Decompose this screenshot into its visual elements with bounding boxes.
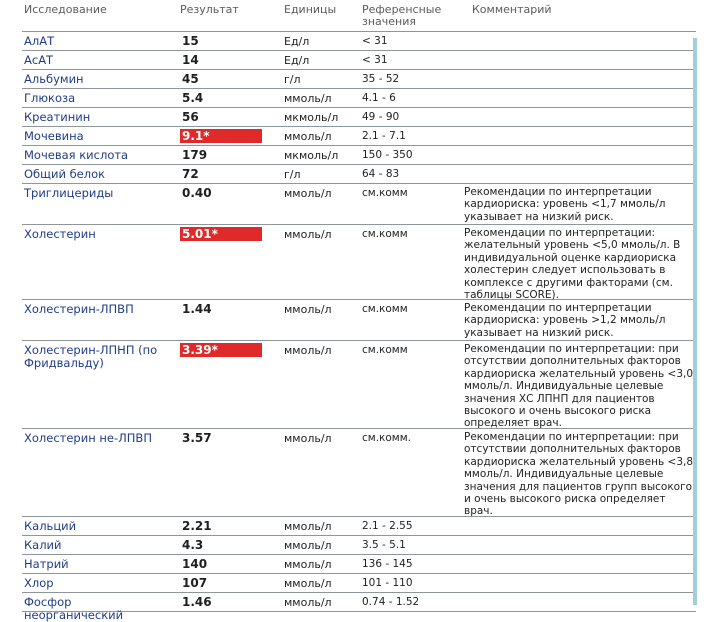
units-value: ммоль/л <box>284 187 332 200</box>
table-body <box>22 32 696 622</box>
test-name: Мочевина <box>24 129 84 143</box>
test-name: Фосфор неорганический <box>24 595 124 622</box>
comment-text: Рекомендации по интерпретации кардиориска: уровень <1,7 ммоль/л указывает на низкий риск. <box>464 186 666 223</box>
units-value: г/л <box>284 73 301 86</box>
table-row <box>22 429 696 517</box>
comment-text: Рекомендации по интерпретации кардиориска: уровень >1,2 ммоль/л указывает на низкий риск. <box>464 302 666 339</box>
test-name: Кальций <box>24 519 77 533</box>
units-value: г/л <box>284 168 301 181</box>
units-value: ммоль/л <box>284 596 332 609</box>
reference-value: 136 - 145 <box>362 558 413 570</box>
units-value: ммоль/л <box>284 539 332 552</box>
table-row <box>22 165 696 184</box>
result-value: 56 <box>182 110 199 124</box>
test-name: Холестерин-ЛПВП <box>24 302 134 316</box>
table-row <box>22 225 696 300</box>
table-row <box>22 517 696 536</box>
units-value: ммоль/л <box>284 577 332 590</box>
units-value: мкмоль/л <box>284 111 339 124</box>
lab-results-table <box>22 0 696 622</box>
test-name: Калий <box>24 538 62 552</box>
result-value: 1.44 <box>182 302 212 316</box>
result-value: 14 <box>182 53 199 67</box>
units-value: ммоль/л <box>284 520 332 533</box>
test-name: Альбумин <box>24 72 84 86</box>
units-value: ммоль/л <box>284 344 332 357</box>
reference-value: < 31 <box>362 54 388 66</box>
table-row <box>22 70 696 89</box>
test-name: Креатинин <box>24 110 91 124</box>
table-header <box>22 0 696 32</box>
units-value: ммоль/л <box>284 228 332 241</box>
test-name: Натрий <box>24 557 69 571</box>
result-value: 107 <box>182 576 208 590</box>
units-value: Ед/л <box>284 35 310 48</box>
reference-value: 101 - 110 <box>362 577 413 589</box>
reference-value: 49 - 90 <box>362 111 400 123</box>
reference-value: 2.1 - 7.1 <box>362 130 406 142</box>
reference-value: 150 - 350 <box>362 149 413 161</box>
test-name: Холестерин не-ЛПВП <box>24 431 152 445</box>
header-units: Единицы <box>284 3 337 16</box>
units-value: мкмоль/л <box>284 149 339 162</box>
result-value: 0.40 <box>182 186 212 200</box>
result-value-flagged: 5.01* <box>180 227 262 241</box>
units-value: ммоль/л <box>284 130 332 143</box>
header-reference: Референсные значения <box>362 3 442 28</box>
result-value-flagged: 3.39* <box>180 343 262 357</box>
table-row <box>22 300 696 341</box>
table-row <box>22 555 696 574</box>
test-name: Общий белок <box>24 167 106 181</box>
units-value: Ед/л <box>284 54 310 67</box>
header-result: Результат <box>180 3 239 16</box>
header-comment: Комментарий <box>472 3 552 16</box>
reference-value: < 31 <box>362 35 388 47</box>
comment-text: Рекомендации по интерпретации: желательный уровень <5,0 ммоль/л. В индивидуальной оценке кардиориска холестерин следует использовать в комплексе с другими факторами (см. таблицы SCORE). <box>464 227 681 302</box>
table-row <box>22 574 696 593</box>
reference-value: 64 - 83 <box>362 168 400 180</box>
reference-value: см.комм <box>362 303 408 315</box>
comment-text: Рекомендации по интерпретации: при отсутствии дополнительных факторов кардиориска желательный уровень <3,8 ммоль/л. Индивидуальные целевые значения для пациентов групп высокого и очень высокого риска определяет врач. <box>464 431 694 518</box>
units-value: ммоль/л <box>284 432 332 445</box>
table-row <box>22 184 696 225</box>
units-value: ммоль/л <box>284 558 332 571</box>
result-value: 1.46 <box>182 595 212 609</box>
table-row <box>22 341 696 429</box>
result-value: 15 <box>182 34 199 48</box>
result-value-flagged: 9.1* <box>180 129 262 143</box>
table-row <box>22 108 696 127</box>
reference-value: 4.1 - 6 <box>362 92 396 104</box>
test-name: АлАТ <box>24 34 55 48</box>
table-row <box>22 146 696 165</box>
table-row <box>22 89 696 108</box>
reference-value: см.комм <box>362 344 408 356</box>
table-row <box>22 593 696 622</box>
reference-value: см.комм. <box>362 432 411 444</box>
result-value: 179 <box>182 148 208 162</box>
table-row <box>22 536 696 555</box>
reference-value: 35 - 52 <box>362 73 400 85</box>
units-value: ммоль/л <box>284 92 332 105</box>
reference-value: 0.74 - 1.52 <box>362 596 420 608</box>
result-value: 140 <box>182 557 208 571</box>
table-row <box>22 127 696 146</box>
units-value: ммоль/л <box>284 303 332 316</box>
result-value: 45 <box>182 72 199 86</box>
reference-value: 2.1 - 2.55 <box>362 520 413 532</box>
comment-text: Рекомендации по интерпретации: при отсутствии дополнительных факторов кардиориска желательный уровень <3,0 ммоль/л. Индивидуальные целевые значения ХС ЛПНП для пациентов высокого и очень высокого риска определяет врач. <box>464 343 694 430</box>
reference-value: см.комм <box>362 187 408 199</box>
test-name: Хлор <box>24 576 54 590</box>
result-value: 4.3 <box>182 538 204 552</box>
test-name: Глюкоза <box>24 91 76 105</box>
test-name: Триглицериды <box>24 186 114 200</box>
result-value: 72 <box>182 167 199 181</box>
reference-value: 3.5 - 5.1 <box>362 539 406 551</box>
test-name: Холестерин <box>24 227 96 241</box>
reference-value: см.комм <box>362 228 408 240</box>
test-name: АсАТ <box>24 53 54 67</box>
test-name: Мочевая кислота <box>24 148 129 162</box>
scroll-edge-bar <box>693 38 697 605</box>
result-value: 2.21 <box>182 519 212 533</box>
result-value: 5.4 <box>182 91 204 105</box>
test-name: Холестерин-ЛПНП (по Фридвальду) <box>24 343 158 370</box>
table-row <box>22 51 696 70</box>
header-test: Исследование <box>24 3 107 16</box>
result-value: 3.57 <box>182 431 212 445</box>
table-row <box>22 32 696 51</box>
